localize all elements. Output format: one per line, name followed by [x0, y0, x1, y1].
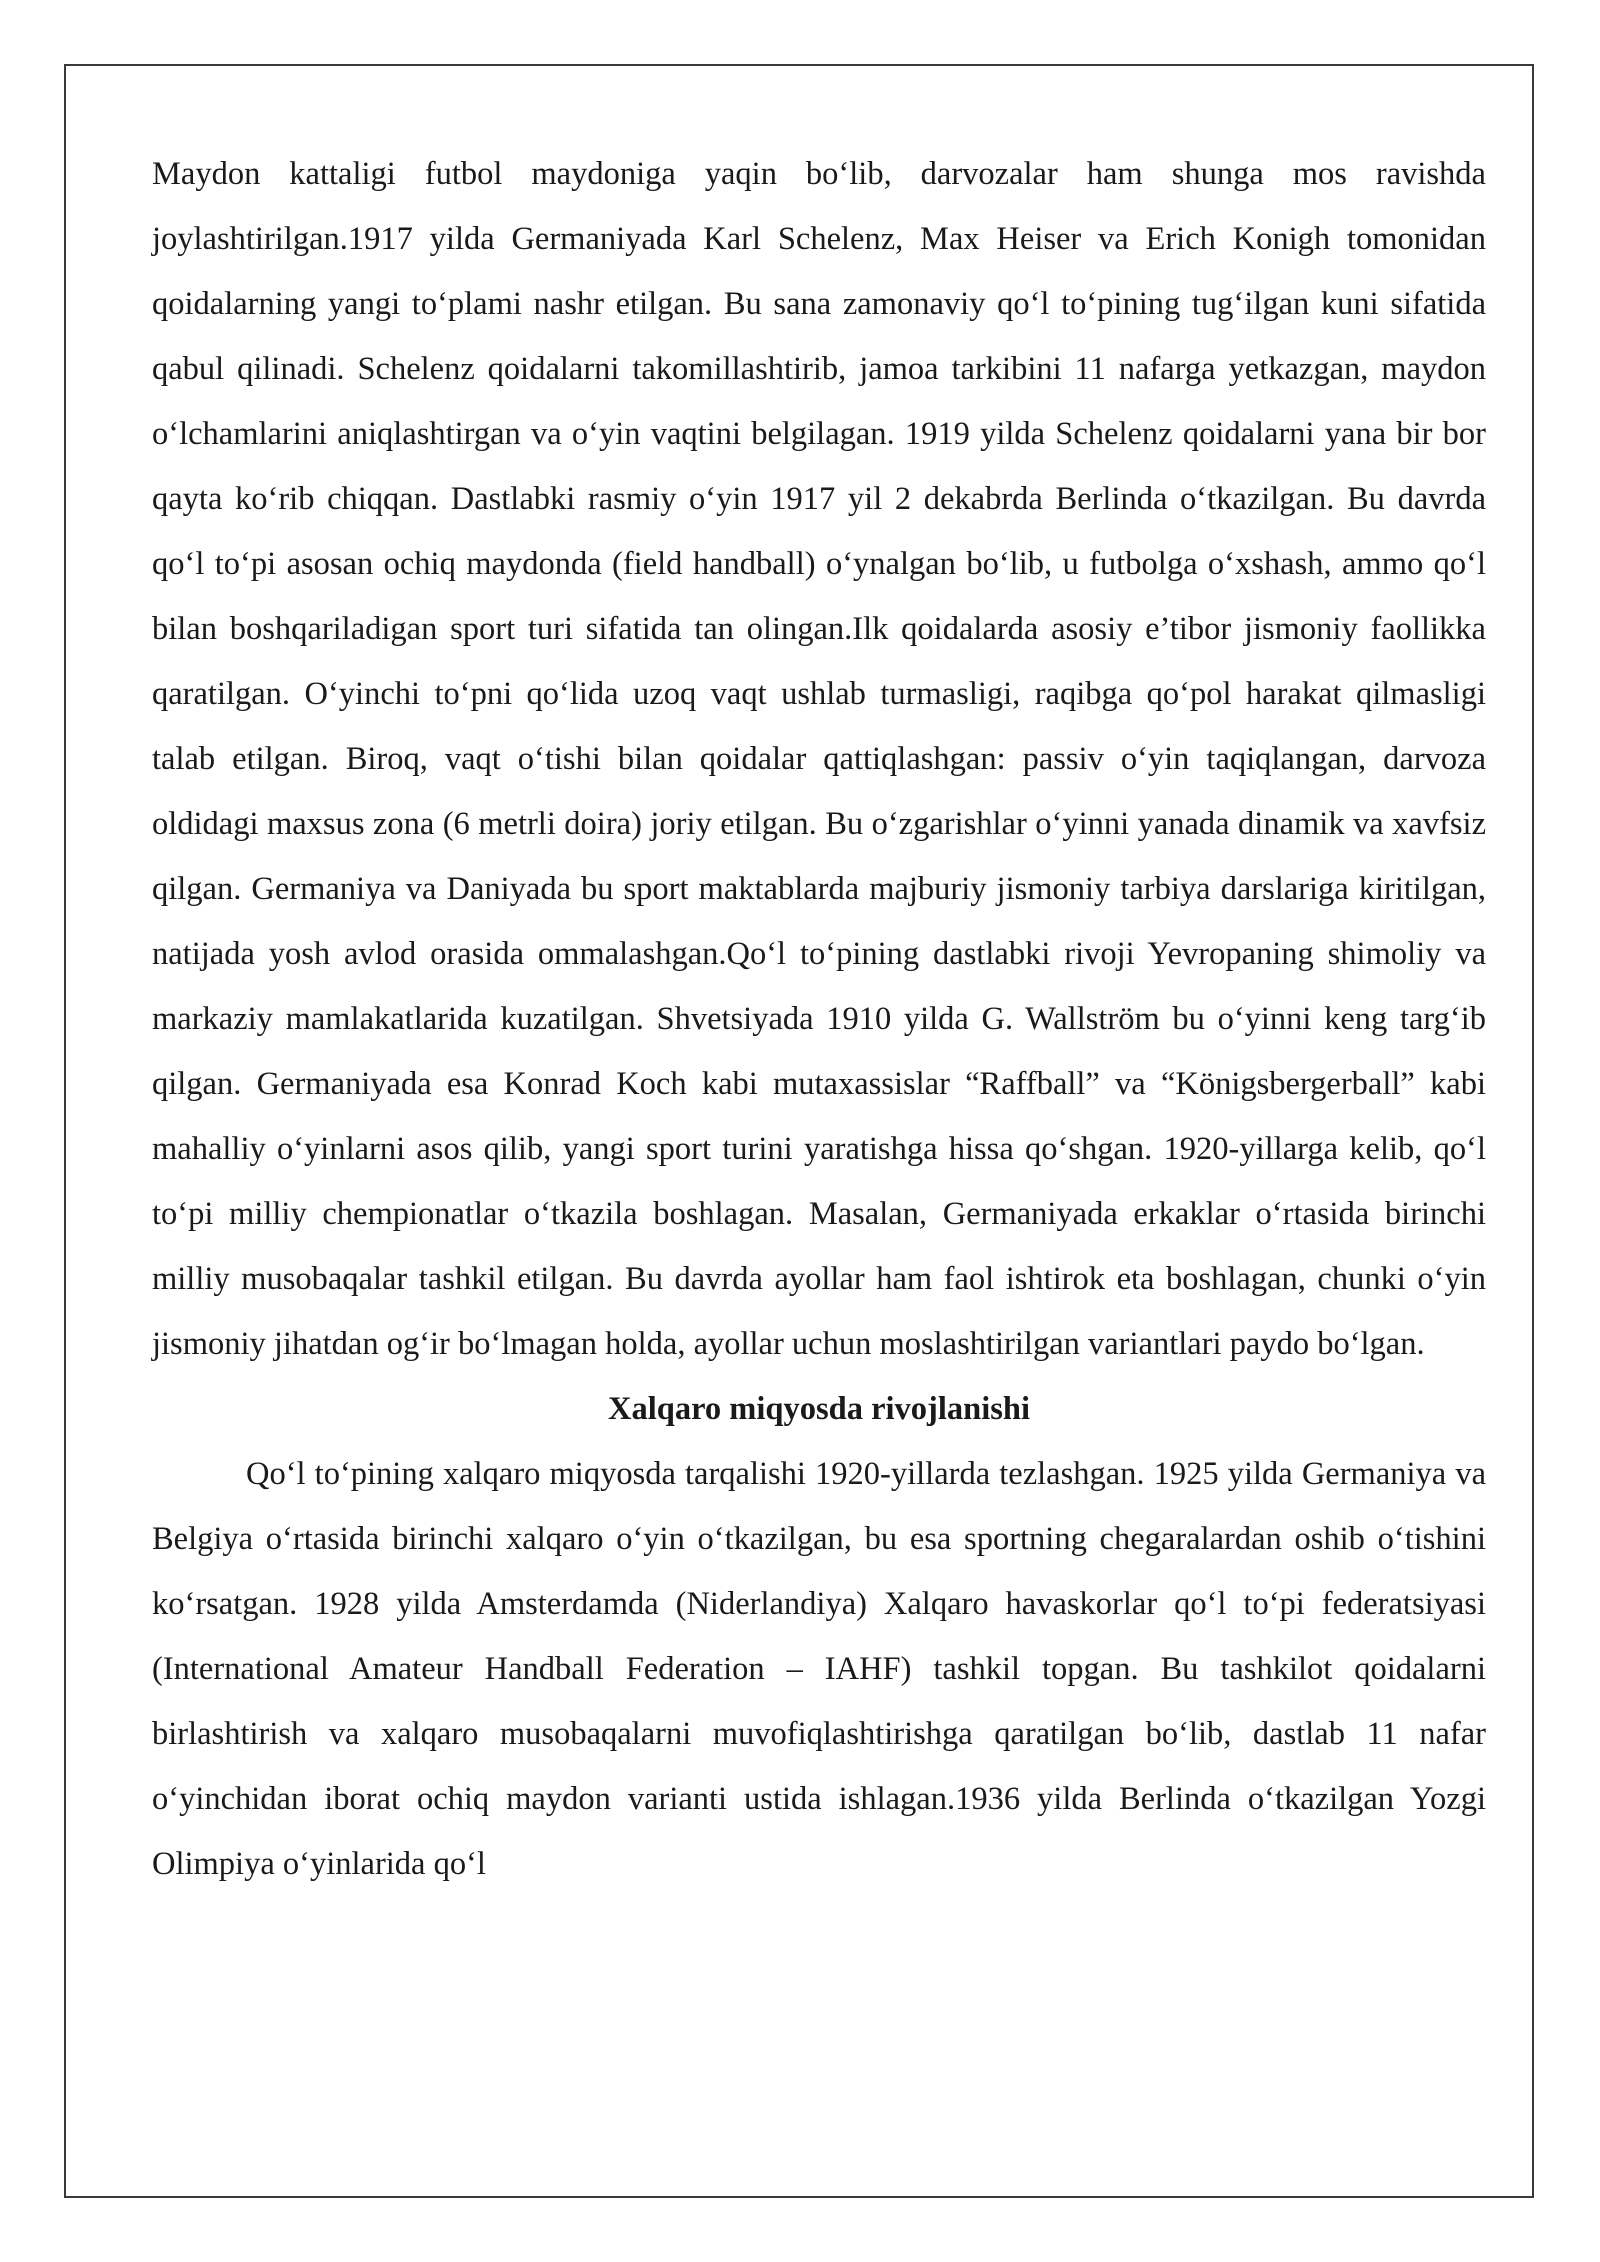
body-paragraph-history: Maydon kattaligi futbol maydoniga yaqin bo‘lib, darvozalar ham shunga mos ravishda joylashtirilgan.1917 yilda Germaniyada Karl Schelenz, Max Heiser va Erich Konigh tomonidan qoidalarning yangi to‘plami nashr etilgan. Bu sana zamonaviy qo‘l to‘pining tug‘ilgan kuni sifatida qabul qilinadi. Schelenz qoidalarni takomillashtirib, jamoa tarkibini 11 nafarga yetkazgan, maydon o‘lchamlarini aniqlashtirgan va o‘yin vaqtini belgilagan. 1919 yilda Schelenz qoidalarni yana bir bor qayta ko‘rib chiqqan. Dastlabki rasmiy o‘yin 1917 yil 2 dekabrda Berlinda o‘tkazilgan. Bu davrda qo‘l to‘pi asosan ochiq maydonda (field handball) o‘ynalgan bo‘lib, u futbolga o‘xshash, ammo qo‘l bilan boshqariladigan sport turi sifatida tan olingan.Ilk qoidalarda asosiy e’tibor jismoniy faollikka qaratilgan. O‘yinchi to‘pni qo‘lida uzoq vaqt ushlab turmasligi, raqibga qo‘pol harakat qilmasligi talab etilgan. Biroq, vaqt o‘tishi bilan qoidalar qattiqlashgan: passiv o‘yin taqiqlangan, darvoza oldidagi maxsus zona (6 metrli doira) joriy etilgan. Bu o‘zgarishlar o‘yinni yanada dinamik va xavfsiz qilgan. Germaniya va Daniyada bu sport maktablarda majburiy jismoniy tarbiya darslariga kiritilgan, natijada yosh avlod orasida ommalashgan.Qo‘l to‘pining dastlabki rivoji Yevropaning shimoliy va markaziy mamlakatlarida kuzatilgan. Shvetsiyada 1910 yilda G. Wallström bu o‘yinni keng targ‘ib qilgan. Germaniyada esa Konrad Koch kabi mutaxassislar “Raffball” va “Königsbergerball” kabi mahalliy o‘yinlarni asos qilib, yangi sport turini yaratishga hissa qo‘shgan. 1920-yillarga kelib, qo‘l to‘pi milliy chempionatlar o‘tkazila boshlagan. Masalan, Germaniyada erkaklar o‘rtasida birinchi milliy musobaqalar tashkil etilgan. Bu davrda ayollar ham faol ishtirok eta boshlagan, chunki o‘yin jismoniy jihatdan og‘ir bo‘lmagan holda, ayollar uchun moslashtirilgan variantlari paydo bo‘lgan.: [152, 156, 1486, 1362]
document-body: [152, 142, 1486, 1897]
body-paragraph-international: Qo‘l to‘pining xalqaro miqyosda tarqalishi 1920-yillarda tezlashgan. 1925 yilda Germaniya va Belgiya o‘rtasida birinchi xalqaro o‘yin o‘tkazilgan, bu esa sportning chegaralardan oshib o‘tishini ko‘rsatgan. 1928 yilda Amsterdamda (Niderlandiya) Xalqaro havaskorlar qo‘l to‘pi federatsiyasi (International Amateur Handball Federation – IAHF) tashkil topgan. Bu tashkilot qoidalarni birlashtirish va xalqaro musobaqalarni muvofiqlashtirishga qaratilgan bo‘lib, dastlab 11 nafar o‘yinchidan iborat ochiq maydon varianti ustida ishlagan.1936 yilda Berlinda o‘tkazilgan Yozgi Olimpiya o‘yinlarida qo‘l: [152, 1456, 1486, 1882]
section-heading: Xalqaro miqyosda rivojlanishi: [608, 1391, 1030, 1427]
